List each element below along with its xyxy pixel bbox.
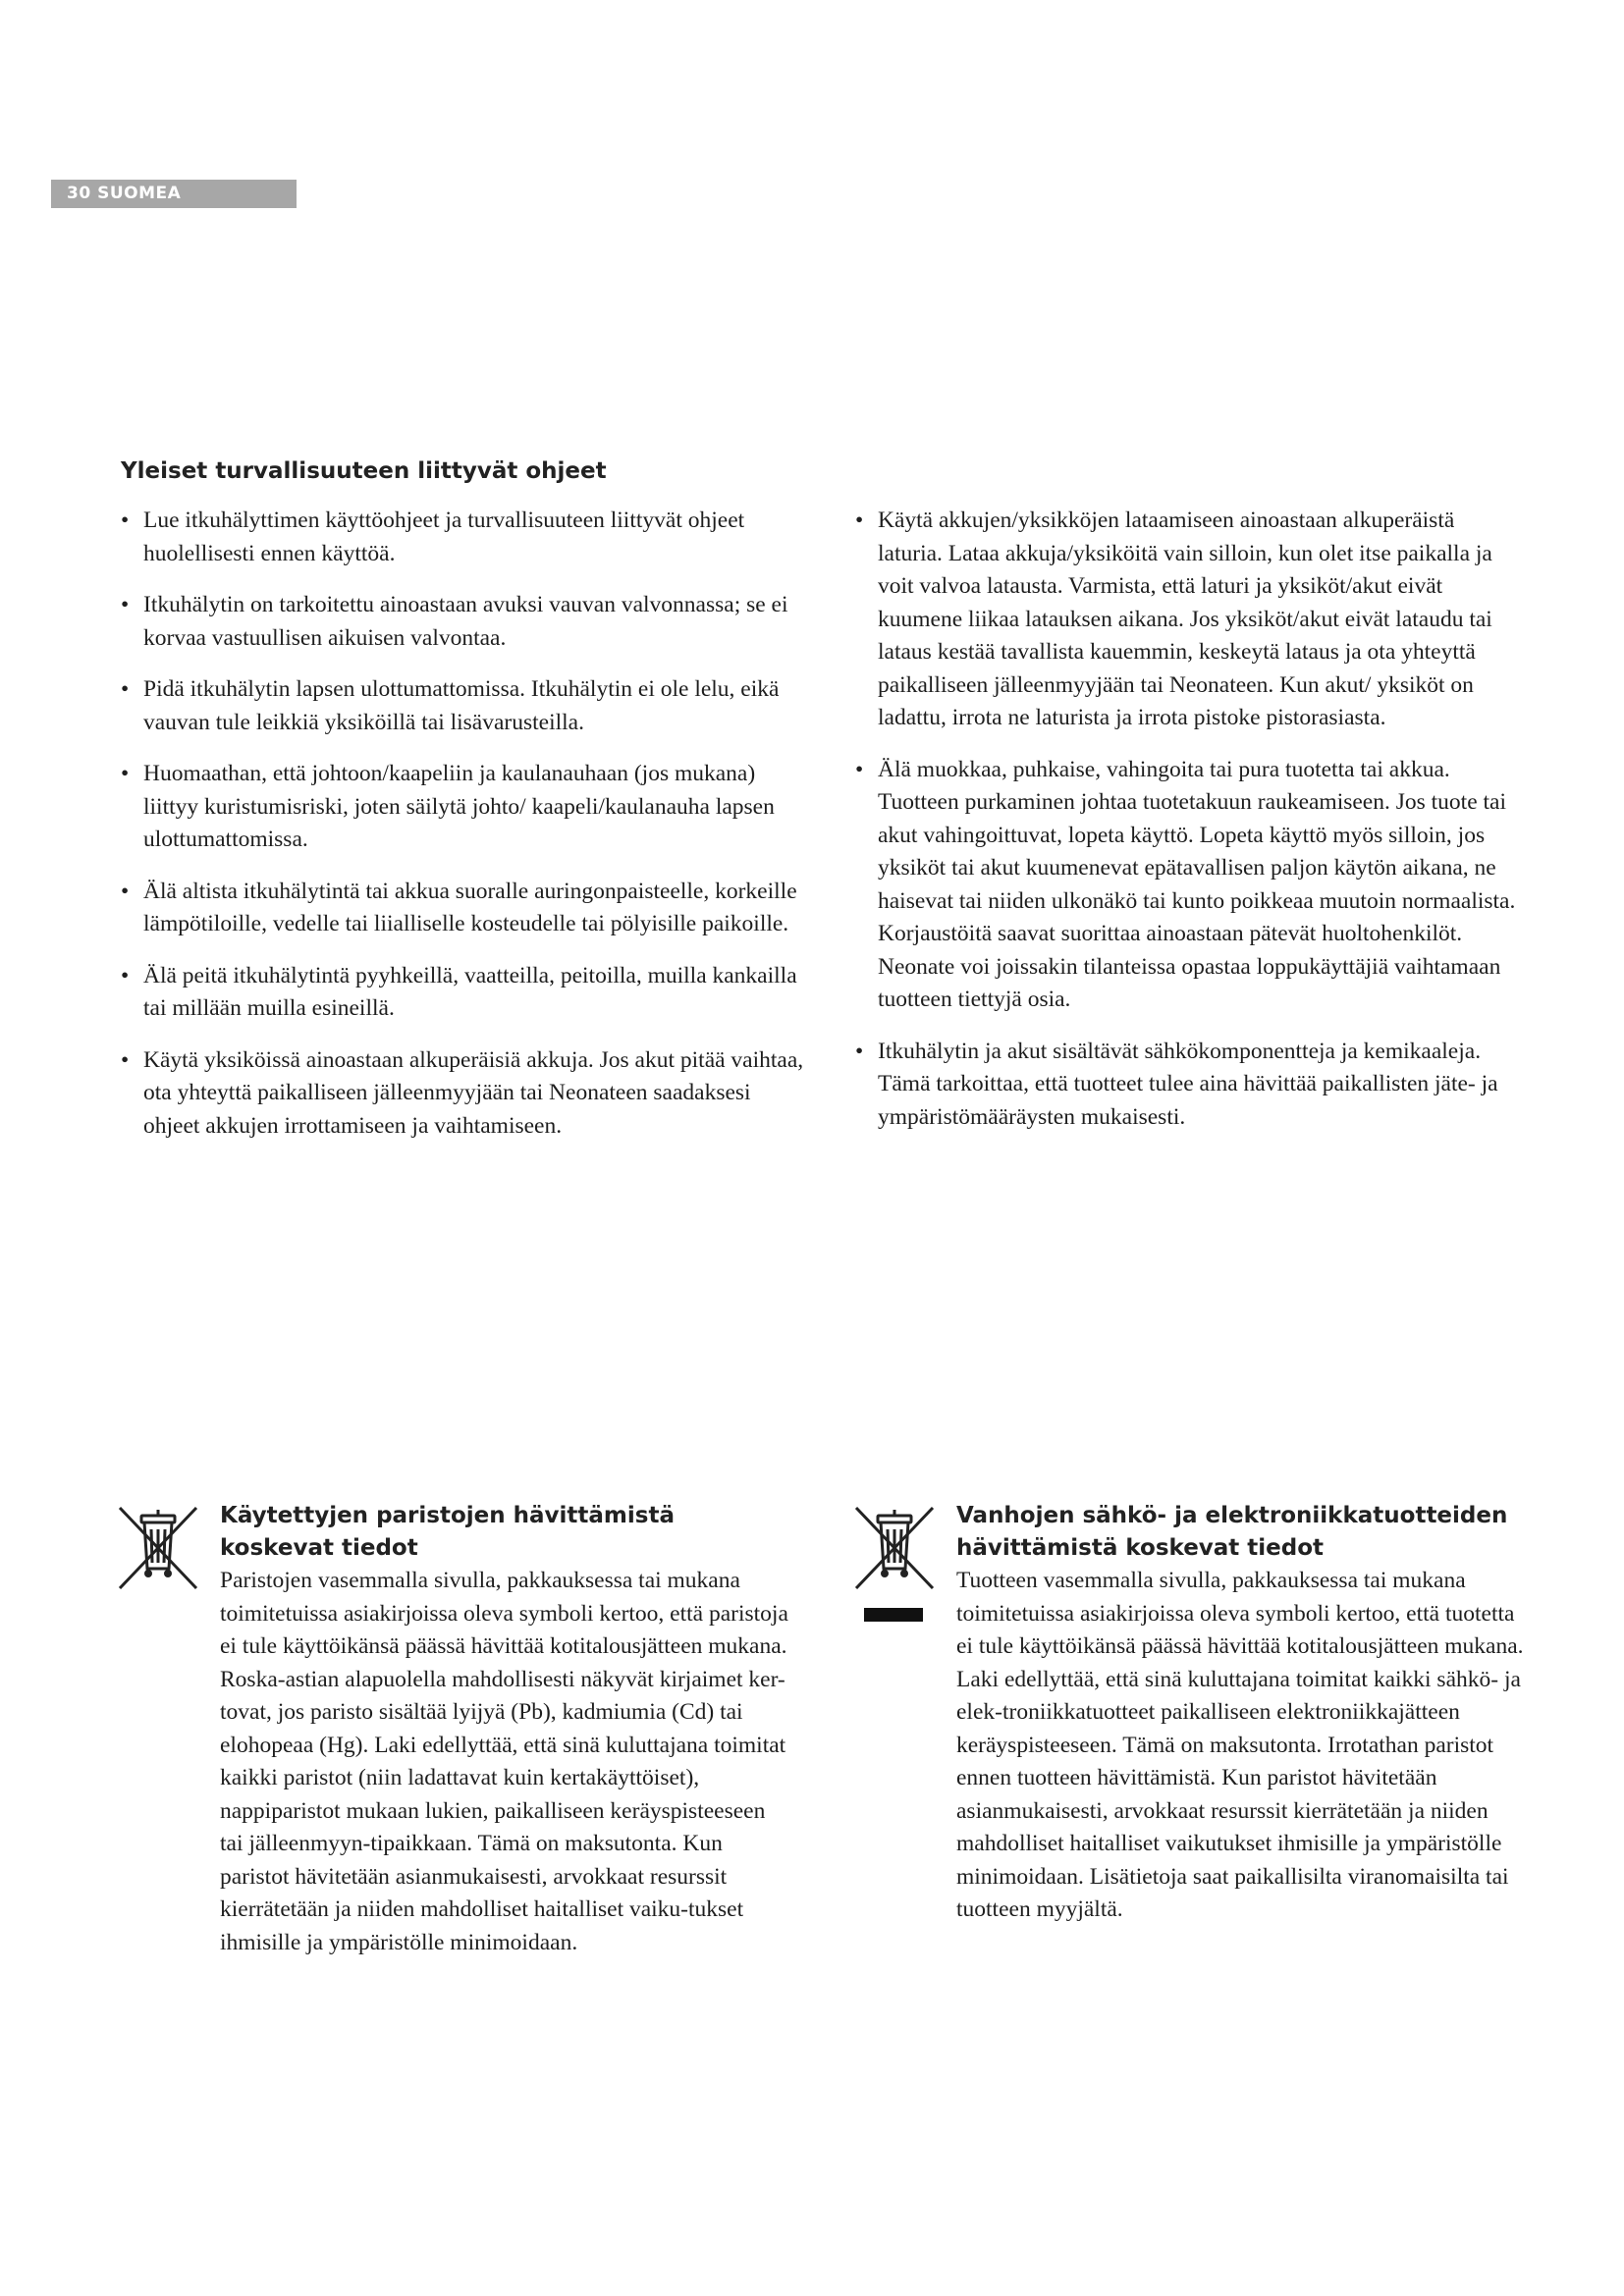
list-item: • Käytä akkujen/yksikköjen lataamiseen ainoastaan alkuperäistä laturia. Lataa akkuja/yksiköitä vain silloin, kun olet itse paikalla ja voit valvoa latausta. Varmista, että laturi ja yksiköt/akut eivät kuumene liikaa latauksen aikana. Jos yksiköt/akut eivät lataudu tai lataus kestää tavallista kauemmin, keskeytä lataus ja ota yhteyttä paikalliseen jälleenmyyjään tai Neonateen. Kun akut/ yksiköt on ladattu, irrota ne laturista ja irrota pistoke pistorasiasta. — [855, 505, 1523, 735]
list-item: • Lue itkuhälyttimen käyttöohjeet ja turvallisuuteen liittyvät ohjeet huolellisesti ennen käyttöä. — [121, 505, 808, 570]
list-item: • Älä altista itkuhälytintä tai akkua suoralle auringonpaisteelle, korkeille lämpötiloille, vedelle tai liialliselle kosteudelle tai pölyisille paikoille. — [121, 876, 808, 941]
list-item: • Itkuhälytin on tarkoitettu ainoastaan avuksi vauvan valvonnassa; se ei korvaa vastuullisen aikuisen valvontaa. — [121, 589, 808, 655]
list-item: • Älä peitä itkuhälytintä pyyhkeillä, vaatteilla, peitoilla, muilla kankailla tai millään muilla esineillä. — [121, 960, 808, 1026]
list-item: • Käytä yksiköissä ainoastaan alkuperäisiä akkuja. Jos akut pitää vaihtaa, ota yhteyttä paikalliseen jälleenmyyjään tai Neonateen saadaksesi ohjeet akkujen irrottamiseen ja vaihtamiseen. — [121, 1044, 808, 1144]
page-header-label: 30 SUOMEA — [51, 180, 297, 208]
electronics-disposal-section — [852, 1500, 1530, 1927]
safety-left-column — [121, 505, 808, 1161]
safety-right-column — [855, 505, 1523, 1152]
battery-disposal-title: Käytettyjen paristojen hävittämistä koskevat tiedot — [220, 1503, 675, 1561]
list-item: • Älä muokkaa, puhkaise, vahingoita tai pura tuotetta tai akkua. Tuotteen purkaminen johtaa tuotetakuun raukeamiseen. Jos tuote tai akut vahingoittuvat, lopeta käyttö. Lopeta käyttö myös silloin, jos yksiköt tai akut kuumenevat epätavallisen paljon käytön aikana, ne haisevat tai niiden ulkonäkö tai kunto poikkeaa muutoin normaalista. Korjaustöitä saavat suorittaa ainoastaan pätevät huoltohenkilöt. Neonate voi joissakin tilanteissa opastaa loppukäyttäjiä vaihtamaan tuotteen tiettyjä osia. — [855, 754, 1523, 1017]
electronics-disposal-title: Vanhojen sähkö- ja elektroniikkatuotteiden hävittämistä koskevat tiedot — [956, 1503, 1508, 1561]
battery-disposal-section — [116, 1500, 793, 1959]
crossed-bin-icon — [116, 1500, 200, 1594]
electronics-disposal-text: Tuotteen vasemmalla sivulla, pakkauksessa tai mukana toimitetuissa asiakirjoissa oleva symboli kertoo, että tuotetta ei tule käyttöikänsä päässä hävittää kotitalousjätteen mukana. Laki edellyttää, että sinä kuluttajana toimitat kaikki sähkö- ja elek-troniikkatuotteet paikalliseen elektroniikkajätteen keräyspisteeseen. Tämä on maksutonta. Irrotathan paristot ennen tuotteen hävittämistä. Kun paristot hävitetään asianmukaisesti, arvokkaat resurssit kierrätetään ja niiden mahdolliset haitalliset vaikutukset ihmisille ja ympäristölle minimoidaan. Lisätietoja saat paikallisilta viranomaisilta tai tuotteen myyjältä. — [956, 1568, 1524, 1922]
weee-black-bar — [864, 1608, 923, 1622]
crossed-bin-icon — [852, 1500, 937, 1594]
list-item: • Pidä itkuhälytin lapsen ulottumattomissa. Itkuhälytin ei ole lelu, eikä vauvan tule leikkiä yksiköillä tai lisävarusteilla. — [121, 673, 808, 739]
battery-disposal-text: Paristojen vasemmalla sivulla, pakkauksessa tai mukana toimitetuissa asiakirjoissa oleva symboli kertoo, että paristoja ei tule käyttöikänsä päässä hävittää kotitalousjätteen mukana. Roska-astian alapuolella mahdollisesti näkyvät kirjaimet ker-tovat, jos paristo sisältää lyijyä (Pb), kadmiumia (Cd) tai elohopeaa (Hg). Laki edellyttää, että sinä kuluttajana toimitat kaikki paristot (niin ladattavat kuin kertakäyttöiset), nappiparistot mukaan lukien, paikalliseen keräyspisteeseen tai jälleenmyyn-tipaikkaan. Tämä on maksutonta. Kun paristot hävitetään asianmukaisesti, arvokkaat resurssit kierrätetään ja niiden mahdolliset haitalliset vaiku-tukset ihmisille ja ympäristölle minimoidaan. — [220, 1568, 788, 1955]
safety-list-left — [121, 505, 808, 1143]
list-item: • Itkuhälytin ja akut sisältävät sähkökomponentteja ja kemikaaleja. Tämä tarkoittaa, että tuotteet tulee aina hävittää paikallisten jäte- ja ympäristömääräysten mukaisesti. — [855, 1036, 1523, 1135]
list-item: • Huomaathan, että johtoon/kaapeliin ja kaulanauhaan (jos mukana) liittyy kuristumisriski, joten säilytä johto/ kaapeli/kaulanauha lapsen ulottumattomissa. — [121, 758, 808, 857]
safety-section-title: Yleiset turvallisuuteen liittyvät ohjeet — [121, 458, 607, 484]
safety-list-right — [855, 505, 1523, 1134]
